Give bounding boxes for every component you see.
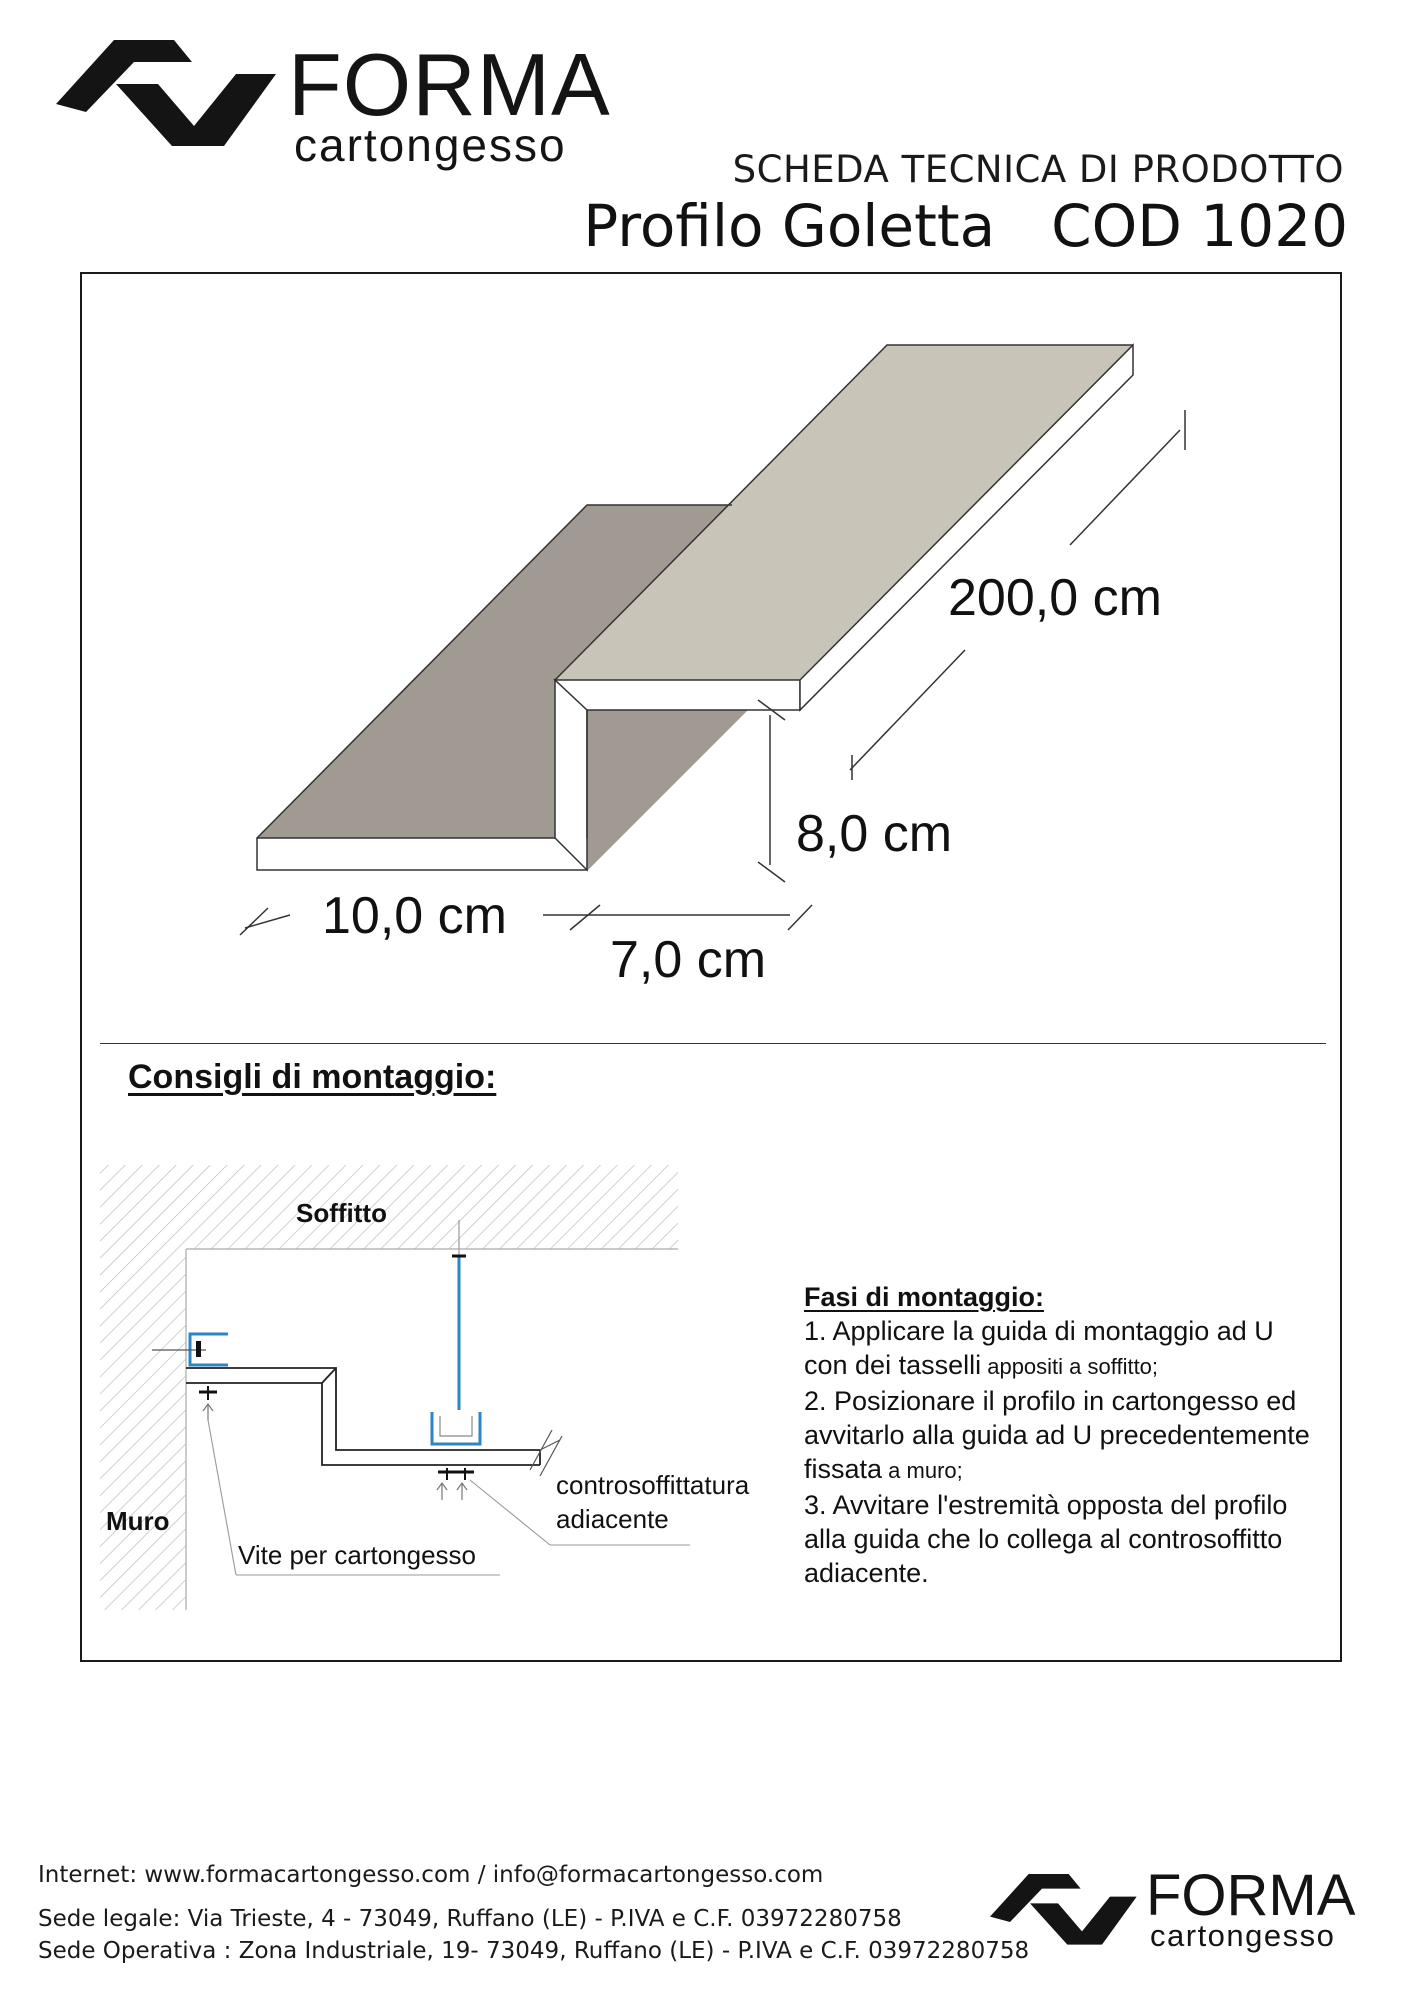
steps-title: Fasi di montaggio: — [804, 1282, 1044, 1312]
mounting-diagram — [0, 0, 800, 1620]
product-name: Profilo Goletta — [583, 192, 996, 260]
dimension-width-lower: 10,0 cm — [322, 887, 507, 945]
wall-hatch — [100, 1249, 186, 1610]
brand-name: FORMA — [288, 35, 611, 134]
mounting-steps — [804, 1280, 1344, 1592]
dimension-height: 8,0 cm — [796, 805, 953, 863]
label-wall: Muro — [106, 1506, 170, 1536]
label-adjacent-line1: controsoffittatura — [556, 1470, 750, 1500]
footer-logo — [990, 1863, 1390, 1970]
brand-sub: cartongesso — [294, 119, 567, 171]
footer-operating-office: Sede Operativa : Zona Industriale, 19- 73049, Ruffano (LE) - P.IVA e C.F. 03972280758 — [38, 1938, 1030, 1964]
label-ceiling: Soffitto — [296, 1198, 387, 1228]
product-code: COD 1020 — [1051, 192, 1348, 260]
step-3: 3. Avvitare l'estremità opposta del profilo alla guida che lo collega al controsoffitto adiacente. — [804, 1490, 1288, 1588]
document-kind: SCHEDA TECNICA DI PRODOTTO — [732, 148, 1344, 191]
step-1: 1. Applicare la guida di montaggio ad U con dei tasselli appositi a soffitto; — [804, 1316, 1274, 1380]
step-2: 2. Posizionare il profilo in cartongesso ed avvitarlo alla guida ad U precedentemente fissata a muro; — [804, 1386, 1310, 1484]
label-adjacent-line2: adiacente — [556, 1504, 669, 1534]
footer-legal-office: Sede legale: Via Trieste, 4 - 73049, Ruffano (LE) - P.IVA e C.F. 03972280758 — [38, 1906, 902, 1932]
dimension-width-upper: 7,0 cm — [610, 931, 767, 989]
label-screw: Vite per cartongesso — [238, 1540, 476, 1570]
forma-logo-mark-small — [990, 1874, 1140, 1954]
footer-brand-name: FORMA — [1146, 1863, 1356, 1928]
mounting-section-title: Consigli di montaggio: — [128, 1058, 497, 1096]
footer-brand-sub: cartongesso — [1150, 1918, 1336, 1953]
dimension-length: 200,0 cm — [948, 569, 1162, 627]
footer-internet: Internet: www.formacartongesso.com / info@formacartongesso.com — [38, 1862, 824, 1888]
ceiling-hatch — [100, 1165, 678, 1249]
